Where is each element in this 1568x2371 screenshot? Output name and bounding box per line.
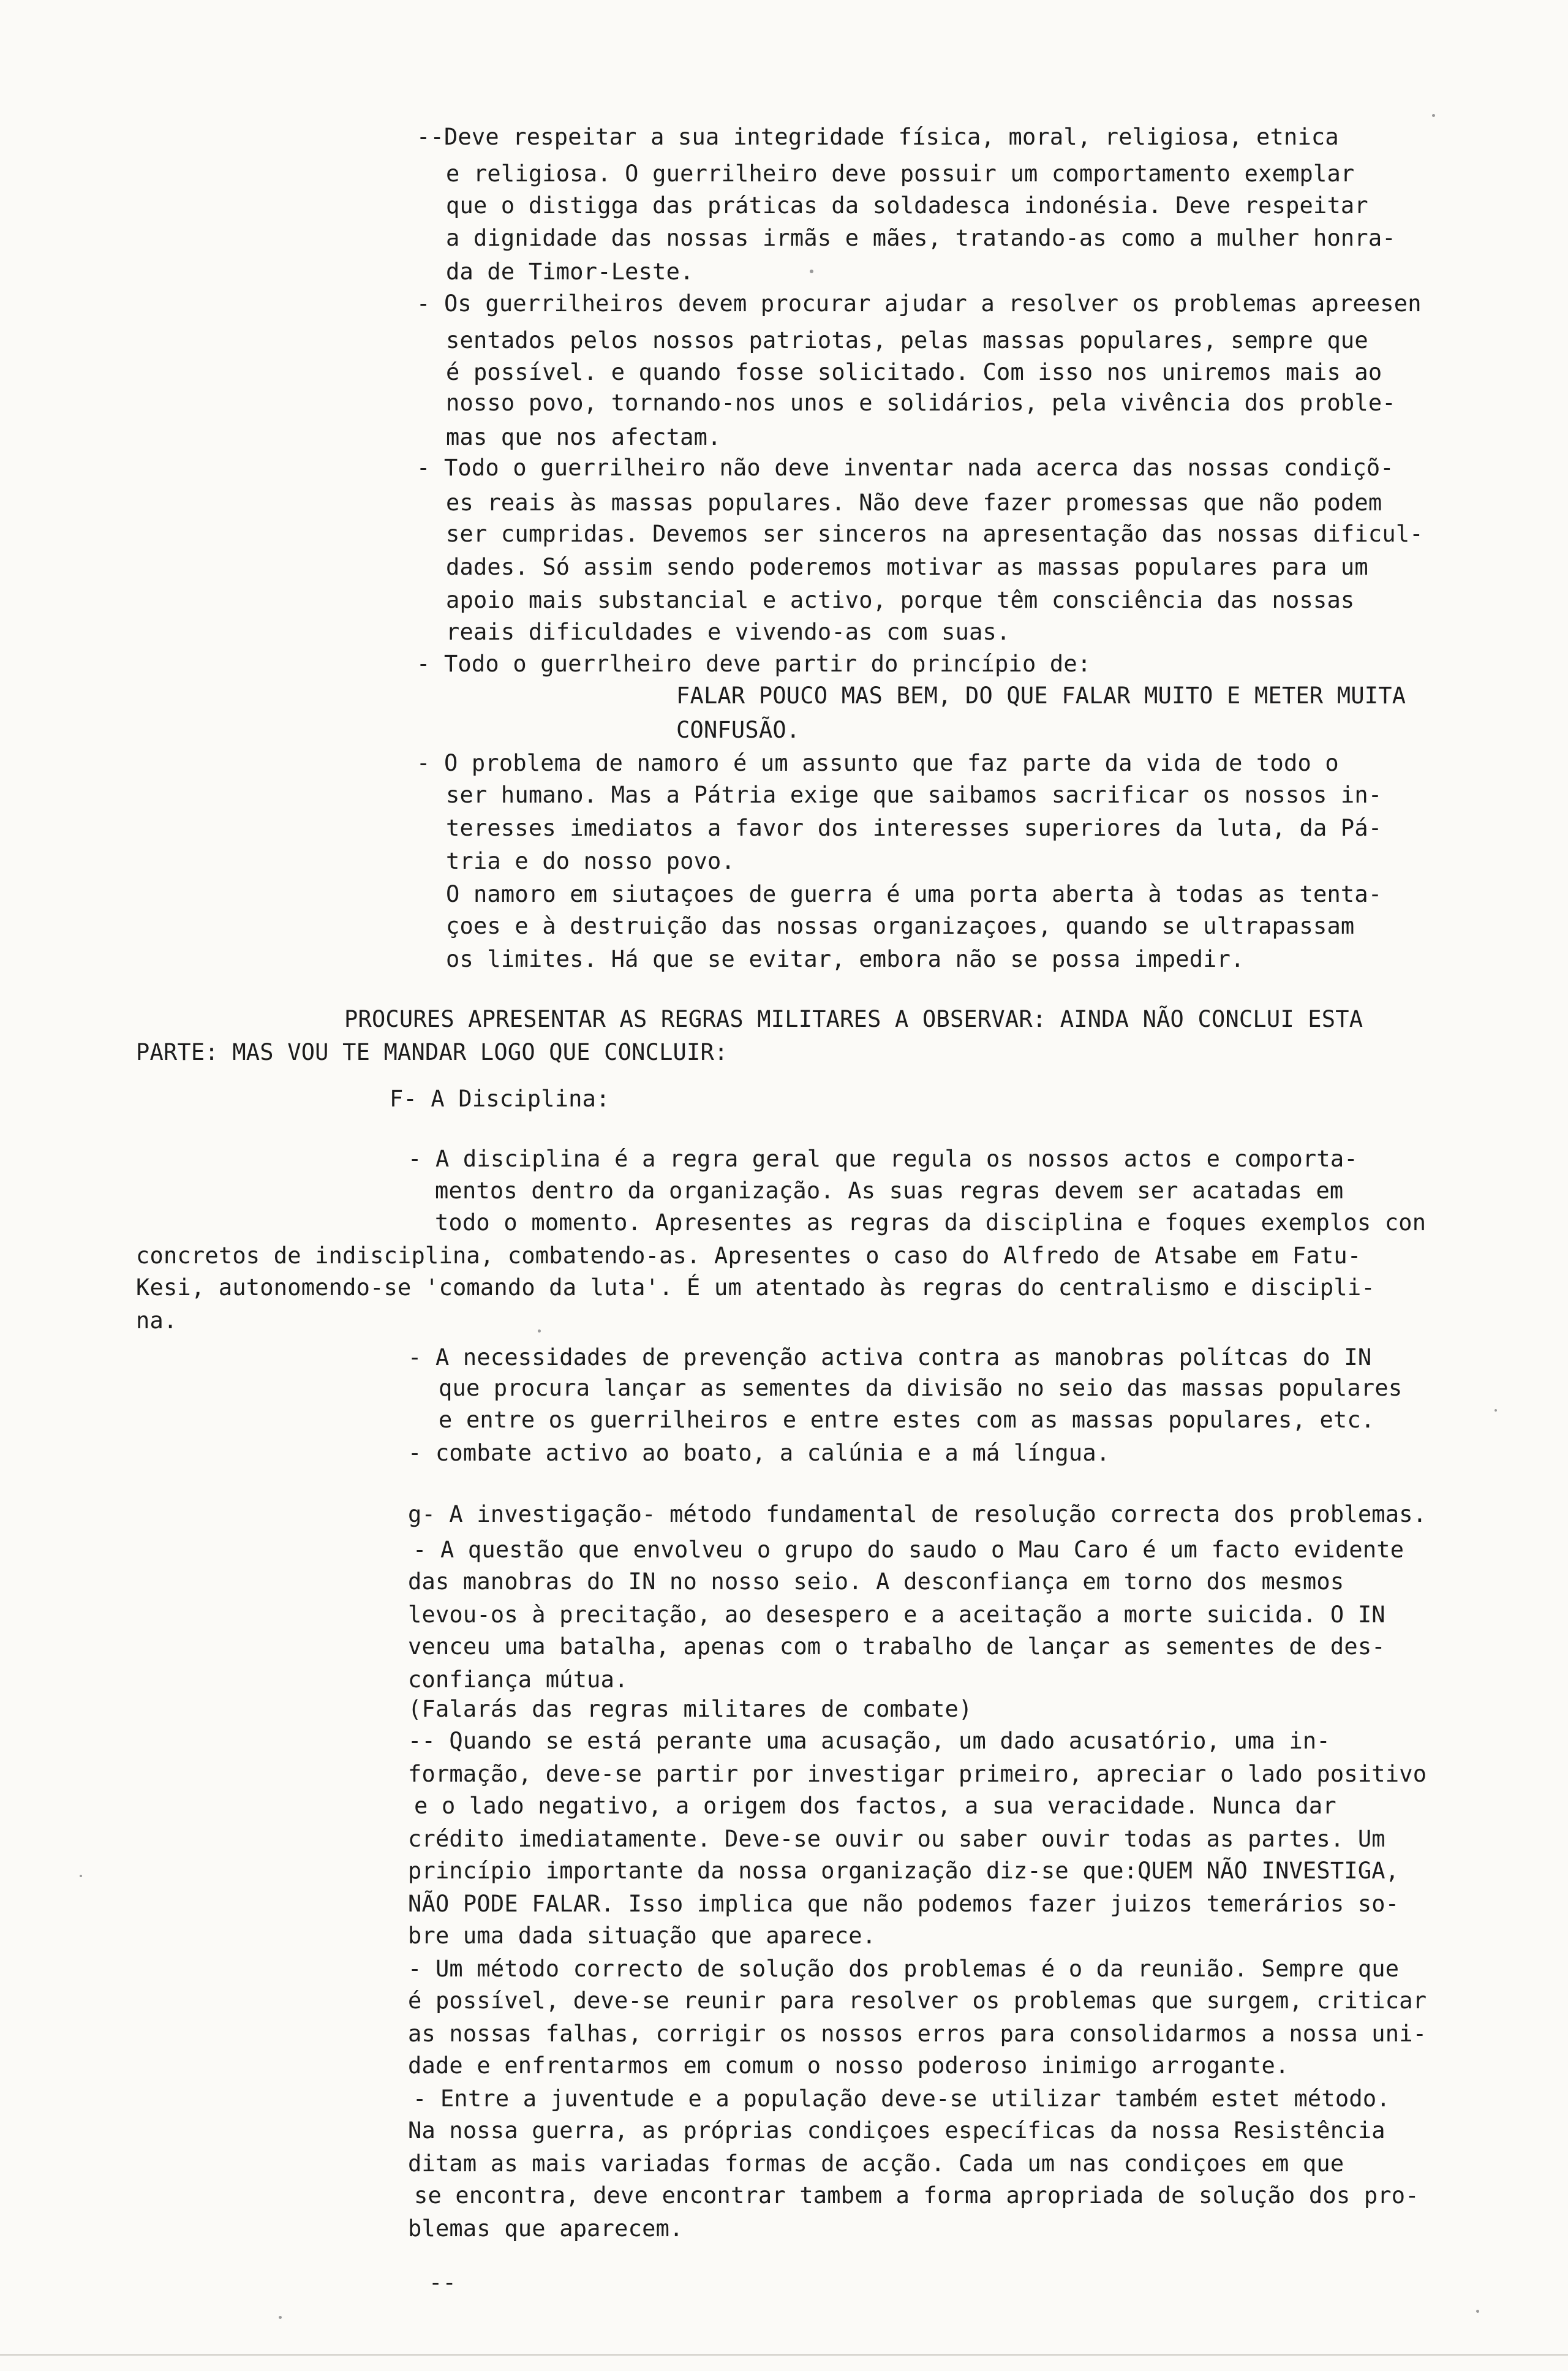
- text-line: - A questão que envolveu o grupo do saudo o Mau Caro é um facto evidente: [413, 1537, 1404, 1563]
- text-line: - Todo o guerrilheiro não deve inventar nada acerca das nossas condiçõ-: [417, 455, 1394, 481]
- text-line: PARTE: MAS VOU TE MANDAR LOGO QUE CONCLUIR:: [136, 1039, 728, 1065]
- text-line: ditam as mais variadas formas de acção. Cada um nas condiçoes em que: [408, 2150, 1344, 2177]
- text-line: NÃO PODE FALAR. Isso implica que não podemos fazer juizos temerários so-: [408, 1891, 1400, 1917]
- text-line: Na nossa guerra, as próprias condiçoes específicas da nossa Resistência: [408, 2117, 1385, 2144]
- text-line: a dignidade das nossas irmãs e mães, tratando-as como a mulher honra-: [446, 225, 1396, 251]
- text-line: es reais às massas populares. Não deve fazer promessas que não podem: [446, 490, 1382, 516]
- scan-speck: [538, 1329, 541, 1333]
- scan-speck: [1432, 114, 1435, 117]
- text-line: çoes e à destruição das nossas organizaçoes, quando se ultrapassam: [446, 913, 1355, 939]
- text-line: da de Timor-Leste.: [446, 259, 694, 285]
- text-line: venceu uma batalha, apenas com o trabalho de lançar as sementes de des-: [408, 1633, 1385, 1660]
- text-line: princípio importante da nossa organização diz-se que:QUEM NÃO INVESTIGA,: [408, 1858, 1400, 1884]
- text-line: dade e enfrentarmos em comum o nosso poderoso inimigo arrogante.: [408, 2052, 1289, 2079]
- text-line: que procura lançar as sementes da divisão no seio das massas populares: [439, 1375, 1403, 1401]
- scan-speck: [80, 1875, 82, 1877]
- text-line: confiança mútua.: [408, 1666, 628, 1693]
- text-line: -- Quando se está perante uma acusação, um dado acusatório, uma in-: [408, 1728, 1330, 1754]
- text-line: e religiosa. O guerrilheiro deve possuir um comportamento exemplar: [446, 161, 1355, 187]
- text-line: levou-os à precitação, ao desespero e a aceitação a morte suicida. O IN: [408, 1601, 1385, 1628]
- text-line: - A necessidades de prevenção activa contra as manobras polítcas do IN: [408, 1344, 1372, 1371]
- text-line: que o distigga das práticas da soldadesca indonésia. Deve respeitar: [446, 192, 1368, 219]
- text-line: - Os guerrilheiros devem procurar ajudar a resolver os problemas apreesen: [417, 290, 1422, 317]
- text-line: - Entre a juventude e a população deve-se utilizar também estet método.: [413, 2085, 1390, 2112]
- text-line: (Falarás das regras militares de combate): [408, 1696, 973, 1722]
- scan-bottom-edge: [0, 2354, 1568, 2356]
- scan-speck: [810, 270, 813, 273]
- text-line: nosso povo, tornando-nos unos e solidários, pela vivência dos proble-: [446, 390, 1396, 416]
- text-line: tria e do nosso povo.: [446, 848, 735, 874]
- scan-speck: [1476, 2310, 1479, 2313]
- text-line: mas que nos afectam.: [446, 424, 722, 450]
- text-line: --: [429, 2269, 456, 2296]
- section-heading-investigacao: g- A investigação- método fundamental de resolução correcta dos problemas.: [408, 1501, 1427, 1527]
- text-line: --Deve respeitar a sua integridade física, moral, religiosa, etnica: [417, 124, 1339, 150]
- text-line: é possível. e quando fosse solicitado. Com isso nos uniremos mais ao: [446, 359, 1382, 385]
- text-line: mentos dentro da organização. As suas regras devem ser acatadas em: [435, 1178, 1344, 1204]
- text-line: ser cumpridas. Devemos ser sinceros na apresentação das nossas dificul-: [446, 521, 1423, 547]
- text-line: blemas que aparecem.: [408, 2215, 684, 2242]
- text-line: teresses imediatos a favor dos interesses superiores da luta, da Pá-: [446, 815, 1382, 841]
- scan-speck: [279, 2316, 282, 2319]
- text-line: concretos de indisciplina, combatendo-as. Apresentes o caso do Alfredo de Atsabe em Fatu-: [136, 1242, 1362, 1269]
- text-line: formação, deve-se partir por investigar primeiro, apreciar o lado positivo: [408, 1761, 1427, 1787]
- text-line: apoio mais substancial e activo, porque têm consciência das nossas: [446, 587, 1355, 613]
- text-line: Kesi, autonomendo-se 'comando da luta'. É um atentado às regras do centralismo e discipli-: [136, 1274, 1375, 1301]
- text-line: - Todo o guerrlheiro deve partir do princípio de:: [417, 651, 1091, 677]
- text-line: e entre os guerrilheiros e entre estes com as massas populares, etc.: [439, 1407, 1375, 1433]
- text-line: - O problema de namoro é um assunto que faz parte da vida de todo o: [417, 750, 1339, 776]
- text-line: O namoro em siutaçoes de guerra é uma porta aberta à todas as tenta-: [446, 881, 1382, 907]
- text-line: - combate activo ao boato, a calúnia e a má língua.: [408, 1440, 1110, 1466]
- text-line: é possível, deve-se reunir para resolver os problemas que surgem, criticar: [408, 1987, 1427, 2014]
- scan-speck: [1494, 1409, 1497, 1412]
- text-line: reais dificuldades e vivendo-as com suas.: [446, 619, 1011, 645]
- text-line: na.: [136, 1307, 178, 1334]
- text-line: ser humano. Mas a Pátria exige que saibamos sacrificar os nossos in-: [446, 782, 1382, 808]
- text-line: todo o momento. Apresentes as regras da disciplina e foques exemplos con: [435, 1209, 1427, 1236]
- text-line: PROCURES APRESENTAR AS REGRAS MILITARES A OBSERVAR: AINDA NÃO CONCLUI ESTA: [344, 1006, 1363, 1032]
- principle-quote-line: CONFUSÃO.: [676, 717, 801, 743]
- text-line: - Um método correcto de solução dos problemas é o da reunião. Sempre que: [408, 1956, 1400, 1982]
- text-line: sentados pelos nossos patriotas, pelas massas populares, sempre que: [446, 327, 1368, 354]
- principle-quote-line: FALAR POUCO MAS BEM, DO QUE FALAR MUITO E METER MUITA: [676, 683, 1406, 709]
- text-line: dades. Só assim sendo poderemos motivar as massas populares para um: [446, 554, 1368, 580]
- text-line: e o lado negativo, a origem dos factos, a sua veracidade. Nunca dar: [414, 1793, 1336, 1819]
- text-line: crédito imediatamente. Deve-se ouvir ou saber ouvir todas as partes. Um: [408, 1826, 1385, 1852]
- text-line: - A disciplina é a regra geral que regula os nossos actos e comporta-: [408, 1146, 1358, 1172]
- text-line: das manobras do IN no nosso seio. A desconfiança em torno dos mesmos: [408, 1568, 1344, 1595]
- text-line: as nossas falhas, corrigir os nossos erros para consolidarmos a nossa uni-: [408, 2021, 1427, 2047]
- section-heading-disciplina: F- A Disciplina:: [390, 1086, 610, 1112]
- text-line: os limites. Há que se evitar, embora não se possa impedir.: [446, 946, 1245, 972]
- text-line: bre uma dada situação que aparece.: [408, 1923, 876, 1949]
- text-line: se encontra, deve encontrar tambem a forma apropriada de solução dos pro-: [414, 2182, 1419, 2209]
